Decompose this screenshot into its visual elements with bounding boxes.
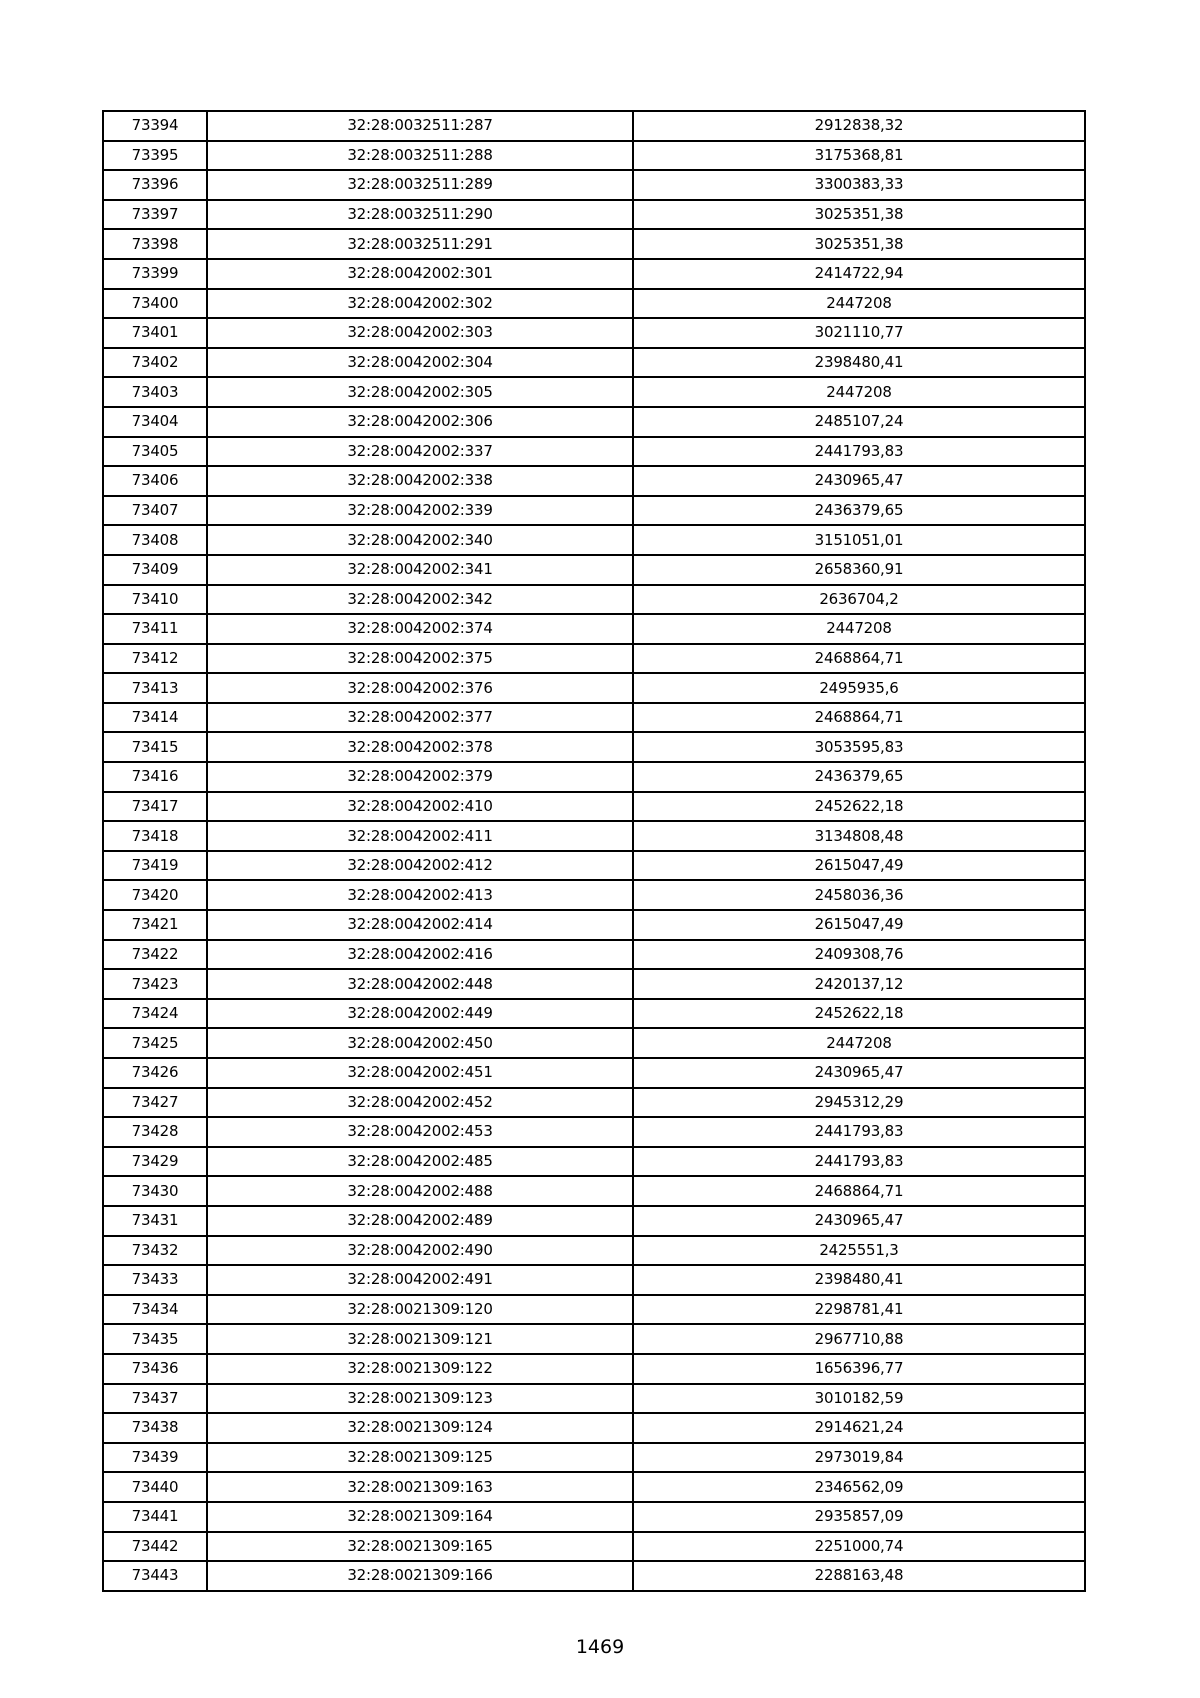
row-number-cell: 73427 [103,1088,207,1118]
value-cell: 2452622,18 [633,999,1085,1029]
table-row [103,1354,1085,1384]
value-cell: 2973019,84 [633,1443,1085,1473]
cadastral-number-cell: 32:28:0042002:491 [207,1265,633,1295]
table-row [103,170,1085,200]
value-cell: 2346562,09 [633,1472,1085,1502]
table-row [103,1324,1085,1354]
row-number-cell: 73425 [103,1028,207,1058]
cadastral-number-cell: 32:28:0042002:378 [207,732,633,762]
value-cell: 2615047,49 [633,910,1085,940]
value-cell: 3025351,38 [633,229,1085,259]
row-number-cell: 73434 [103,1295,207,1325]
page-number: 1469 [575,1636,625,1658]
cadastral-number-cell: 32:28:0032511:291 [207,229,633,259]
value-cell: 2967710,88 [633,1324,1085,1354]
row-number-cell: 73436 [103,1354,207,1384]
cadastral-number-cell: 32:28:0042002:306 [207,407,633,437]
row-number-cell: 73442 [103,1532,207,1562]
value-cell: 2398480,41 [633,1265,1085,1295]
value-cell: 3021110,77 [633,318,1085,348]
cadastral-number-cell: 32:28:0021309:124 [207,1413,633,1443]
cadastral-number-cell: 32:28:0042002:411 [207,821,633,851]
table-row [103,1295,1085,1325]
table-row [103,1147,1085,1177]
cadastral-number-cell: 32:28:0032511:290 [207,200,633,230]
row-number-cell: 73432 [103,1236,207,1266]
table-row [103,525,1085,555]
table-row [103,673,1085,703]
value-cell: 2458036,36 [633,880,1085,910]
row-number-cell: 73414 [103,703,207,733]
value-cell: 2447208 [633,614,1085,644]
value-cell: 3151051,01 [633,525,1085,555]
value-cell: 2288163,48 [633,1561,1085,1591]
cadastral-number-cell: 32:28:0042002:490 [207,1236,633,1266]
row-number-cell: 73409 [103,555,207,585]
row-number-cell: 73420 [103,880,207,910]
row-number-cell: 73424 [103,999,207,1029]
row-number-cell: 73416 [103,762,207,792]
value-cell: 2912838,32 [633,111,1085,141]
table-row [103,466,1085,496]
cadastral-number-cell: 32:28:0042002:412 [207,851,633,881]
row-number-cell: 73439 [103,1443,207,1473]
value-cell: 3010182,59 [633,1384,1085,1414]
table-row [103,644,1085,674]
row-number-cell: 73441 [103,1502,207,1532]
row-number-cell: 73431 [103,1206,207,1236]
row-number-cell: 73415 [103,732,207,762]
value-cell: 3134808,48 [633,821,1085,851]
cadastral-number-cell: 32:28:0021309:121 [207,1324,633,1354]
cadastral-number-cell: 32:28:0021309:163 [207,1472,633,1502]
value-cell: 2436379,65 [633,496,1085,526]
table-row [103,1561,1085,1591]
row-number-cell: 73435 [103,1324,207,1354]
cadastral-number-cell: 32:28:0042002:448 [207,969,633,999]
row-number-cell: 73408 [103,525,207,555]
cadastral-number-cell: 32:28:0021309:122 [207,1354,633,1384]
table-row [103,762,1085,792]
row-number-cell: 73443 [103,1561,207,1591]
cadastral-number-cell: 32:28:0042002:452 [207,1088,633,1118]
row-number-cell: 73405 [103,437,207,467]
value-cell: 2636704,2 [633,585,1085,615]
value-cell: 2468864,71 [633,644,1085,674]
row-number-cell: 73397 [103,200,207,230]
cadastral-number-cell: 32:28:0042002:337 [207,437,633,467]
row-number-cell: 73410 [103,585,207,615]
table-row [103,880,1085,910]
cadastral-number-cell: 32:28:0042002:414 [207,910,633,940]
row-number-cell: 73402 [103,348,207,378]
row-number-cell: 73421 [103,910,207,940]
table-row [103,496,1085,526]
cadastral-number-cell: 32:28:0042002:416 [207,940,633,970]
row-number-cell: 73395 [103,141,207,171]
row-number-cell: 73413 [103,673,207,703]
row-number-cell: 73437 [103,1384,207,1414]
value-cell: 2298781,41 [633,1295,1085,1325]
cadastral-number-cell: 32:28:0042002:305 [207,377,633,407]
cadastral-number-cell: 32:28:0042002:379 [207,762,633,792]
value-cell: 2441793,83 [633,1147,1085,1177]
registry-table [102,110,1086,1592]
value-cell: 2447208 [633,377,1085,407]
cadastral-number-cell: 32:28:0021309:125 [207,1443,633,1473]
value-cell: 2430965,47 [633,1058,1085,1088]
table-row [103,1117,1085,1147]
value-cell: 3025351,38 [633,200,1085,230]
value-cell: 3175368,81 [633,141,1085,171]
table-row [103,407,1085,437]
value-cell: 2658360,91 [633,555,1085,585]
row-number-cell: 73426 [103,1058,207,1088]
table-row [103,821,1085,851]
table-row [103,851,1085,881]
cadastral-number-cell: 32:28:0042002:304 [207,348,633,378]
row-number-cell: 73406 [103,466,207,496]
value-cell: 2447208 [633,1028,1085,1058]
table-row [103,229,1085,259]
cadastral-number-cell: 32:28:0042002:449 [207,999,633,1029]
cadastral-number-cell: 32:28:0021309:120 [207,1295,633,1325]
table-row [103,437,1085,467]
table-row [103,792,1085,822]
row-number-cell: 73412 [103,644,207,674]
table-row [103,1206,1085,1236]
table-row [103,555,1085,585]
table-row [103,1058,1085,1088]
table-row [103,141,1085,171]
cadastral-number-cell: 32:28:0042002:342 [207,585,633,615]
table-row [103,585,1085,615]
cadastral-number-cell: 32:28:0042002:451 [207,1058,633,1088]
row-number-cell: 73429 [103,1147,207,1177]
row-number-cell: 73430 [103,1176,207,1206]
table-row [103,910,1085,940]
table-row [103,1502,1085,1532]
cadastral-number-cell: 32:28:0042002:413 [207,880,633,910]
row-number-cell: 73419 [103,851,207,881]
cadastral-number-cell: 32:28:0042002:485 [207,1147,633,1177]
table-row [103,348,1085,378]
row-number-cell: 73440 [103,1472,207,1502]
cadastral-number-cell: 32:28:0042002:341 [207,555,633,585]
cadastral-number-cell: 32:28:0042002:303 [207,318,633,348]
cadastral-number-cell: 32:28:0042002:376 [207,673,633,703]
table-row [103,1443,1085,1473]
cadastral-number-cell: 32:28:0042002:302 [207,289,633,319]
table-row [103,999,1085,1029]
table-row [103,1176,1085,1206]
table-row [103,377,1085,407]
value-cell: 2945312,29 [633,1088,1085,1118]
row-number-cell: 73422 [103,940,207,970]
row-number-cell: 73438 [103,1413,207,1443]
value-cell: 2430965,47 [633,1206,1085,1236]
table-row [103,1236,1085,1266]
cadastral-number-cell: 32:28:0042002:340 [207,525,633,555]
cadastral-number-cell: 32:28:0021309:123 [207,1384,633,1414]
registry-table-body [103,111,1085,1591]
cadastral-number-cell: 32:28:0042002:488 [207,1176,633,1206]
row-number-cell: 73433 [103,1265,207,1295]
cadastral-number-cell: 32:28:0042002:377 [207,703,633,733]
value-cell: 2420137,12 [633,969,1085,999]
table-row [103,1472,1085,1502]
row-number-cell: 73398 [103,229,207,259]
table-row [103,940,1085,970]
value-cell: 2425551,3 [633,1236,1085,1266]
table-row [103,318,1085,348]
table-row [103,1265,1085,1295]
cadastral-number-cell: 32:28:0042002:374 [207,614,633,644]
row-number-cell: 73407 [103,496,207,526]
table-row [103,614,1085,644]
value-cell: 2398480,41 [633,348,1085,378]
value-cell: 2447208 [633,289,1085,319]
row-number-cell: 73418 [103,821,207,851]
value-cell: 2251000,74 [633,1532,1085,1562]
cadastral-number-cell: 32:28:0032511:289 [207,170,633,200]
cadastral-number-cell: 32:28:0042002:375 [207,644,633,674]
cadastral-number-cell: 32:28:0032511:288 [207,141,633,171]
cadastral-number-cell: 32:28:0042002:301 [207,259,633,289]
value-cell: 2409308,76 [633,940,1085,970]
row-number-cell: 73411 [103,614,207,644]
value-cell: 2914621,24 [633,1413,1085,1443]
row-number-cell: 73417 [103,792,207,822]
row-number-cell: 73396 [103,170,207,200]
row-number-cell: 73400 [103,289,207,319]
value-cell: 2468864,71 [633,703,1085,733]
value-cell: 2615047,49 [633,851,1085,881]
cadastral-number-cell: 32:28:0042002:410 [207,792,633,822]
table-row [103,289,1085,319]
row-number-cell: 73401 [103,318,207,348]
value-cell: 3300383,33 [633,170,1085,200]
table-row [103,1532,1085,1562]
table-row [103,1384,1085,1414]
value-cell: 2495935,6 [633,673,1085,703]
row-number-cell: 73404 [103,407,207,437]
row-number-cell: 73394 [103,111,207,141]
table-row [103,1088,1085,1118]
cadastral-number-cell: 32:28:0042002:338 [207,466,633,496]
value-cell: 2935857,09 [633,1502,1085,1532]
cadastral-number-cell: 32:28:0032511:287 [207,111,633,141]
table-row [103,111,1085,141]
value-cell: 2485107,24 [633,407,1085,437]
value-cell: 2436379,65 [633,762,1085,792]
table-row [103,732,1085,762]
cadastral-number-cell: 32:28:0042002:489 [207,1206,633,1236]
cadastral-number-cell: 32:28:0042002:339 [207,496,633,526]
table-row [103,259,1085,289]
table-row [103,1028,1085,1058]
value-cell: 2414722,94 [633,259,1085,289]
row-number-cell: 73403 [103,377,207,407]
cadastral-number-cell: 32:28:0042002:450 [207,1028,633,1058]
value-cell: 2468864,71 [633,1176,1085,1206]
row-number-cell: 73399 [103,259,207,289]
value-cell: 2441793,83 [633,1117,1085,1147]
table-row [103,200,1085,230]
row-number-cell: 73428 [103,1117,207,1147]
table-row [103,969,1085,999]
cadastral-number-cell: 32:28:0021309:164 [207,1502,633,1532]
value-cell: 1656396,77 [633,1354,1085,1384]
row-number-cell: 73423 [103,969,207,999]
value-cell: 2430965,47 [633,466,1085,496]
value-cell: 3053595,83 [633,732,1085,762]
table-row [103,703,1085,733]
cadastral-number-cell: 32:28:0021309:165 [207,1532,633,1562]
cadastral-number-cell: 32:28:0021309:166 [207,1561,633,1591]
value-cell: 2441793,83 [633,437,1085,467]
table-row [103,1413,1085,1443]
cadastral-number-cell: 32:28:0042002:453 [207,1117,633,1147]
value-cell: 2452622,18 [633,792,1085,822]
